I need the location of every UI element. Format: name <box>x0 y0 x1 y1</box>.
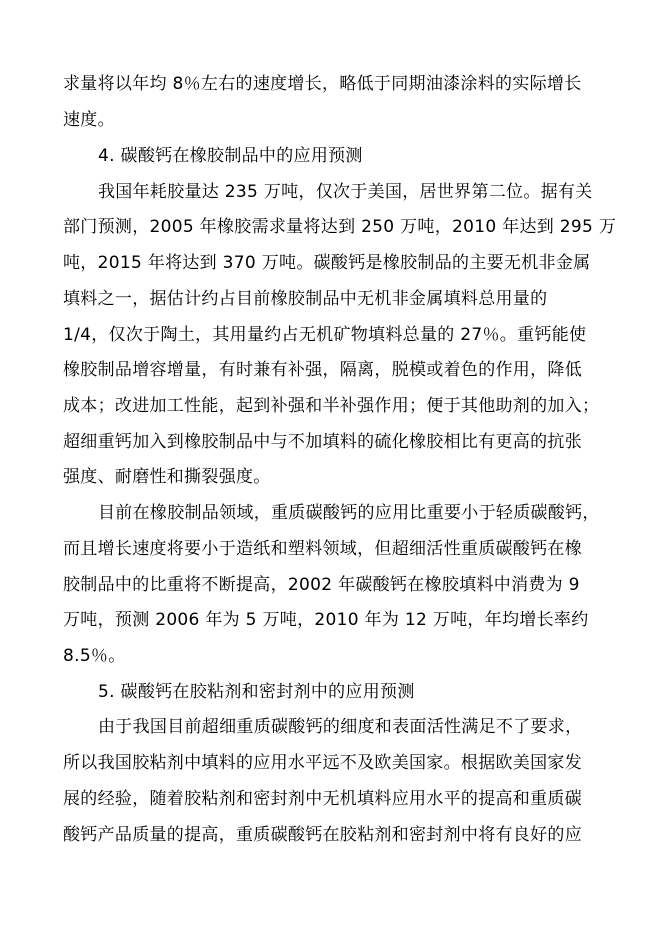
text-line: 超细重钙加入到橡胶制品中与不加填料的硫化橡胶相比有更高的抗张 <box>63 432 582 452</box>
section-heading: 5. 碳酸钙在胶粘剂和密封剂中的应用预测 <box>98 682 415 702</box>
text-line: 橡胶制品增容增量，有时兼有补强，隔离，脱模或着色的作用，降低 <box>63 360 582 380</box>
text-line: 胶制品中的比重将不断提高，2002 年碳酸钙在橡胶填料中消费为 9 <box>63 575 580 595</box>
text-line: 吨，2015 年将达到 370 万吨。碳酸钙是橡胶制品的主要无机非金属 <box>63 253 591 273</box>
section-heading: 4. 碳酸钙在橡胶制品中的应用预测 <box>98 146 363 166</box>
text-line: 酸钙产品质量的提高，重质碳酸钙在胶粘剂和密封剂中将有良好的应 <box>63 825 582 845</box>
text-line: 我国年耗胶量达 235 万吨，仅次于美国，居世界第二位。据有关 <box>98 182 593 202</box>
text-line: 目前在橡胶制品领域，重质碳酸钙的应用比重要小于轻质碳酸钙， <box>98 503 600 523</box>
text-line: 展的经验，随着胶粘剂和密封剂中无机填料应用水平的提高和重质碳 <box>63 789 582 809</box>
text-line: 所以我国胶粘剂中填料的应用水平远不及欧美国家。根据欧美国家发 <box>63 753 582 773</box>
text-line: 填料之一，据估计约占目前橡胶制品中无机非金属填料总用量的 <box>63 289 548 309</box>
text-line: 成本；改进加工性能，起到补强和半补强作用；便于其他助剂的加入； <box>63 396 600 416</box>
text-line: 由于我国目前超细重质碳酸钙的细度和表面活性满足不了要求， <box>98 717 583 737</box>
text-line: 万吨，预测 2006 年为 5 万吨，2010 年为 12 万吨，年均增长率约 <box>63 610 589 630</box>
text-line: 求量将以年均 8％左右的速度增长，略低于同期油漆涂料的实际增长 <box>63 74 582 94</box>
text-line: 强度、耐磨性和撕裂强度。 <box>63 467 271 487</box>
text-line: 速度。 <box>63 110 115 130</box>
text-line: 1/4，仅次于陶土，其用量约占无机矿物填料总量的 27％。重钙能使 <box>63 325 587 345</box>
text-line: 8.5％。 <box>63 646 126 666</box>
text-line: 而且增长速度将要小于造纸和塑料领域，但超细活性重质碳酸钙在橡 <box>63 539 582 559</box>
text-line: 部门预测，2005 年橡胶需求量将达到 250 万吨，2010 年达到 295 万 <box>63 217 617 237</box>
